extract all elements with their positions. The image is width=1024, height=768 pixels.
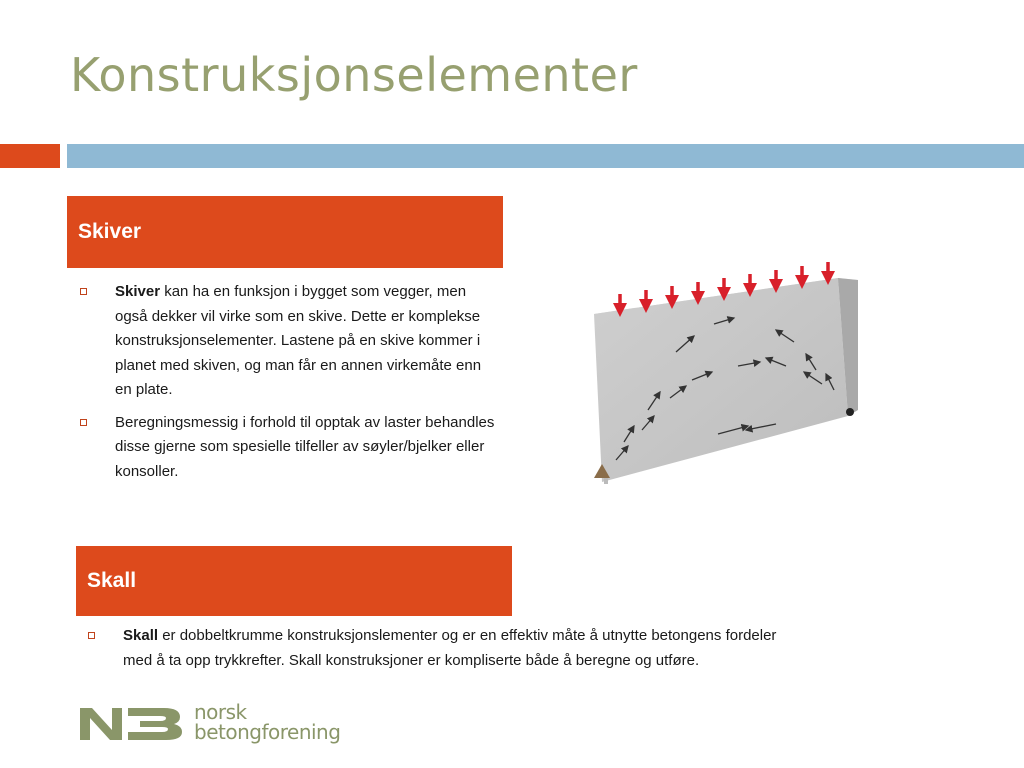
slide-title: Konstruksjonselementer (70, 48, 638, 102)
list-item (88, 624, 778, 673)
list-item (80, 280, 500, 403)
skiver-bullet-list (80, 280, 500, 492)
bullet-text: Beregningsmessig i forhold til opptak av laster behandles disse gjerne som spesielle tilfeller av søyler/bjelker eller konsoller. (115, 413, 495, 480)
section-header-skall-label: Skall (87, 569, 137, 592)
list-item (80, 411, 500, 485)
skall-bullet-list (88, 624, 778, 681)
title-underline-blue-bar (67, 144, 1024, 168)
square-bullet-icon (80, 419, 87, 426)
title-underline-orange-bar (0, 144, 60, 168)
wall-load-illustration (588, 250, 868, 500)
right-support-icon (846, 408, 854, 416)
left-support-base (604, 478, 608, 484)
bullet-term: Skall (123, 627, 159, 644)
section-header-skiver-label: Skiver (78, 220, 142, 243)
section-header-skall (76, 546, 512, 616)
square-bullet-icon (88, 632, 95, 639)
section-header-skiver (67, 196, 503, 268)
logo-text-line2: betongforening (194, 720, 341, 744)
bullet-term: Skiver (115, 283, 161, 300)
bullet-text: er dobbeltkrumme konstruksjonslementer og er en effektiv måte å utnytte betongens fordeler med å ta opp trykkrefter. Skall konstruksjoner er kompliserte både å beregne og utføre. (123, 627, 777, 669)
logo-text-line1: norsk (194, 700, 247, 724)
square-bullet-icon (80, 288, 87, 295)
bullet-text: kan ha en funksjon i bygget som vegger, men også dekker vil virke som en skive. Dette er komplekse konstruksjonselementer. Lastene på en skive kommer i planet med skiven, og man får en annen virkemåte enn en plate. (115, 283, 482, 398)
wall-front-face (594, 278, 848, 482)
